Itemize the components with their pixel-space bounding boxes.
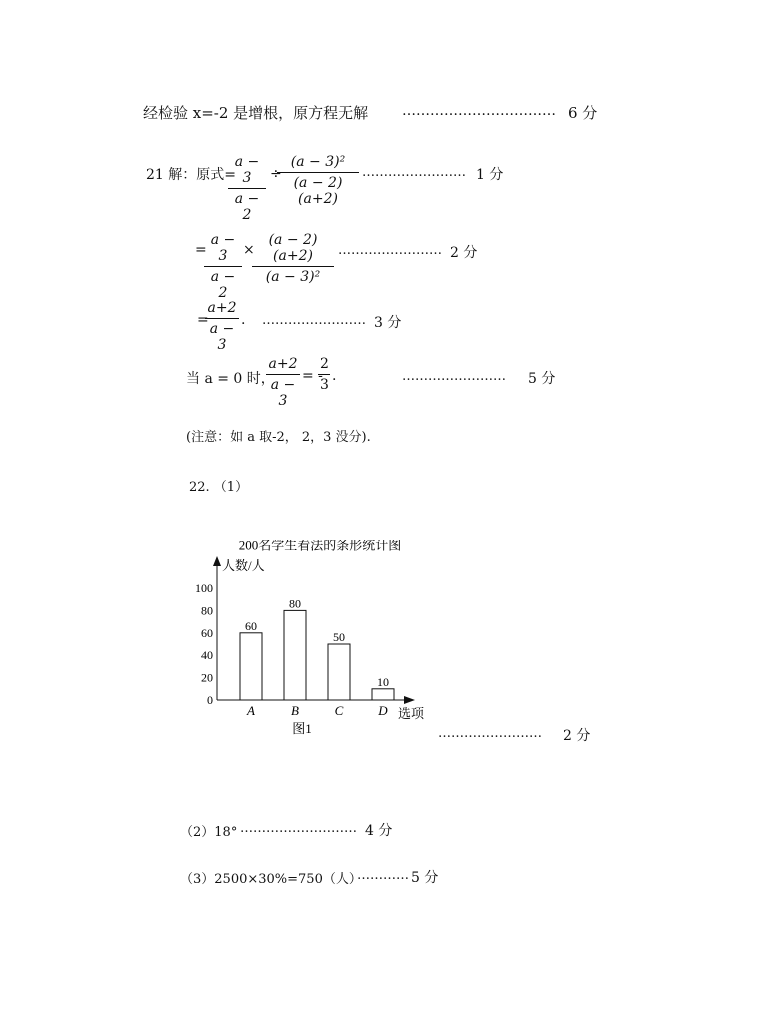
x-axis-arrow <box>404 696 415 704</box>
score-label: 3 分 <box>374 315 402 331</box>
numerator: a+2 <box>266 356 300 375</box>
conclusion-line: 经检验 x=-2 是增根，原方程无解 <box>143 104 369 122</box>
numerator: a − 3 <box>228 154 266 189</box>
score-label: 1 分 <box>476 167 504 183</box>
numerator: (a − 3)² <box>277 154 359 173</box>
fraction <box>266 356 300 409</box>
fraction <box>277 154 359 207</box>
score-label: 2 分 <box>450 245 478 261</box>
equals-sign: = <box>197 312 209 328</box>
y-tick-label: 100 <box>195 581 213 595</box>
fraction <box>205 300 239 353</box>
leader-dots: ……………………… <box>240 821 357 836</box>
leader-dots: …………………… <box>362 165 466 180</box>
score-label: 5 分 <box>528 371 556 387</box>
leader-dots: …………………… <box>402 369 506 384</box>
q22-heading: 22. （1） <box>189 480 249 495</box>
denominator: 3 <box>320 377 329 393</box>
y-tick-label: 20 <box>201 670 213 685</box>
bar-b <box>284 610 306 700</box>
denominator: (a − 3)² <box>265 269 321 285</box>
fraction <box>318 356 330 393</box>
bar-value-label: 80 <box>289 596 301 611</box>
fraction <box>252 232 334 285</box>
leader-dots: …………………………… <box>402 103 556 119</box>
denominator: (a − 2)(a+2) <box>293 175 343 207</box>
q22-part2: （2）18° <box>180 825 238 840</box>
bar-value-label: 10 <box>377 674 389 689</box>
y-tick-label: 60 <box>201 625 213 640</box>
y-tick-label: 40 <box>201 648 213 663</box>
bar-value-label: 50 <box>333 630 345 644</box>
q22-part3: （3）2500×30%=750（人） <box>180 872 362 887</box>
note-text: (注意：如 a 取-2， 2，3 没分). <box>186 430 371 445</box>
denominator: a − 3 <box>209 321 235 353</box>
leader-dots: …………………… <box>262 313 366 328</box>
multiply-sign: × <box>243 242 255 258</box>
fraction <box>228 154 266 223</box>
chart-title: 200名学生看法的条形统计图 <box>238 540 402 553</box>
figure-caption: 图1 <box>292 721 312 736</box>
numerator: (a − 2)(a+2) <box>252 232 334 267</box>
x-axis-label: 选项 <box>398 706 425 721</box>
y-tick-label: 80 <box>201 603 213 618</box>
period: . <box>332 368 337 384</box>
bar-chart <box>180 540 440 744</box>
bar-value-label: 60 <box>245 618 257 633</box>
y-axis-label: 人数/人 <box>222 558 265 573</box>
y-axis-arrow <box>213 556 221 566</box>
substitution-text: 当 a = 0 时， <box>186 371 275 387</box>
bar-c <box>328 644 350 700</box>
numerator: 2 <box>318 356 330 375</box>
score-label: 6 分 <box>568 104 598 122</box>
divide-sign: ÷ <box>270 166 282 182</box>
q21-heading: 21 解：原式= <box>146 167 236 183</box>
x-tick-label: A <box>247 703 255 718</box>
leader-dots: …………………… <box>338 243 442 258</box>
bar-a <box>240 633 262 700</box>
numerator: a − 3 <box>204 232 242 267</box>
leader-dots: …………………… <box>438 726 542 741</box>
y-tick-label: 0 <box>207 693 213 707</box>
x-tick-label: C <box>334 703 344 718</box>
numerator: a+2 <box>205 300 239 319</box>
leader-dots: ………… <box>357 868 409 883</box>
x-tick-label: B <box>291 703 299 718</box>
denominator: a − 2 <box>210 269 236 301</box>
bar-d <box>372 689 394 700</box>
denominator: a − 2 <box>234 191 260 223</box>
fraction <box>204 232 242 301</box>
score-label: 5 分 <box>411 870 439 886</box>
equals-sign: = <box>195 242 207 258</box>
equals-sign: = - <box>302 368 323 384</box>
bar-chart-svg <box>180 540 440 740</box>
score-label: 2 分 <box>563 728 591 744</box>
denominator: a − 3 <box>270 377 296 409</box>
x-tick-label: D <box>378 703 388 718</box>
period: . <box>241 312 246 328</box>
score-label: 4 分 <box>365 823 393 839</box>
